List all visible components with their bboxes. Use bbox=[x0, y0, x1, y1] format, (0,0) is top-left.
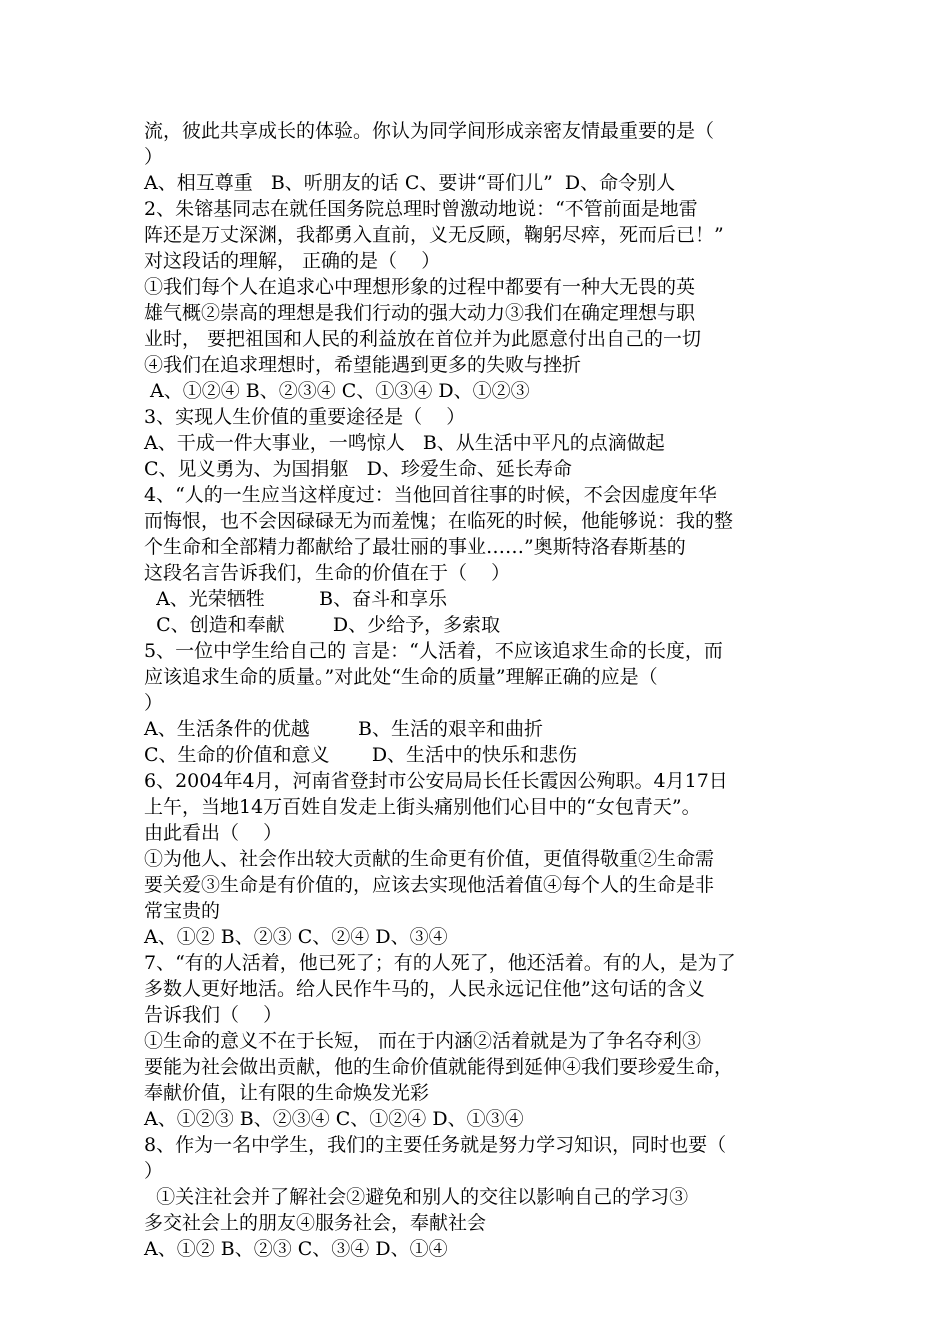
text-line: ） bbox=[144, 1160, 164, 1182]
text-line: 个生命和全部精力都献给了最壮丽的事业……”奥斯特洛春斯基的 bbox=[144, 536, 686, 558]
text-line: 业时， 要把祖国和人民的利益放在首位并为此愿意付出自己的一切 bbox=[144, 328, 702, 350]
text-line: 6、2004年4月，河南省登封市公安局局长任长霞因公殉职。4月17日 bbox=[144, 770, 728, 792]
text-line: C、创造和奉献 D、少给予，多索取 bbox=[144, 614, 501, 636]
text-line: 4、“人的一生应当这样度过：当他回首往事的时候，不会因虚度年华 bbox=[144, 484, 717, 506]
text-line: 8、作为一名中学生，我们的主要任务就是努力学习知识，同时也要（ bbox=[144, 1134, 727, 1156]
text-line: 3、实现人生价值的重要途径是（ ） bbox=[144, 406, 466, 428]
text-line: 对这段话的理解， 正确的是（ ） bbox=[144, 250, 441, 272]
text-line: 而悔恨，也不会因碌碌无为而羞愧；在临死的时候，他能够说：我的整 bbox=[144, 510, 734, 532]
text-line: A、相互尊重 B、听朋友的话 C、要讲“哥们儿” D、命令别人 bbox=[144, 172, 676, 194]
text-line: ①生命的意义不在于长短， 而在于内涵②活着就是为了争名夺利③ bbox=[144, 1030, 702, 1052]
text-line: A、干成一件大事业，一鸣惊人 B、从生活中平凡的点滴做起 bbox=[144, 432, 665, 454]
text-line: 常宝贵的 bbox=[144, 900, 221, 922]
text-line: C、生命的价值和意义 D、生活中的快乐和悲伤 bbox=[144, 744, 578, 766]
text-line: A、生活条件的优越 B、生活的艰辛和曲折 bbox=[144, 718, 544, 740]
text-line: 多数人更好地活。给人民作牛马的，人民永远记住他”这句话的含义 bbox=[144, 978, 705, 1000]
text-line: 应该追求生命的质量。”对此处“生命的质量”理解正确的应是（ bbox=[144, 666, 658, 688]
text-line: ①关注社会并了解社会②避免和别人的交往以影响自己的学习③ bbox=[144, 1186, 689, 1208]
text-line: 流，彼此共享成长的体验。你认为同学间形成亲密友情最重要的是（ bbox=[144, 120, 715, 142]
text-line: A、①② B、②③ C、②④ D、③④ bbox=[144, 926, 448, 948]
text-line: ①为他人、社会作出较大贡献的生命更有价值，更值得敬重②生命需 bbox=[144, 848, 715, 870]
text-line: 上午，当地14万百姓自发走上街头痛别他们心目中的“女包青天”。 bbox=[144, 796, 701, 818]
text-line: A、光荣牺牲 B、奋斗和享乐 bbox=[144, 588, 448, 610]
text-line: 这段名言告诉我们，生命的价值在于（ ） bbox=[144, 562, 511, 584]
text-line: 7、“有的人活着，他已死了；有的人死了，他还活着。有的人，是为了 bbox=[144, 952, 736, 974]
text-line: 要能为社会做出贡献，他的生命价值就能得到延伸④我们要珍爱生命， bbox=[144, 1056, 734, 1078]
text-line: 2、朱镕基同志在就任国务院总理时曾激动地说：“不管前面是地雷 bbox=[144, 198, 698, 220]
text-line: 告诉我们（ ） bbox=[144, 1004, 283, 1026]
text-line: 多交社会上的朋友④服务社会，奉献社会 bbox=[144, 1212, 487, 1234]
text-line: 由此看出（ ） bbox=[144, 822, 283, 844]
text-line: A、①②③ B、②③④ C、①②④ D、①③④ bbox=[144, 1108, 524, 1130]
text-line: A、①②④ B、②③④ C、①③④ D、①②③ bbox=[144, 380, 530, 402]
text-line: 阵还是万丈深渊，我都勇入直前，义无反顾，鞠躬尽瘁，死而后已！” bbox=[144, 224, 724, 246]
document-page bbox=[144, 118, 824, 1262]
text-line: A、①② B、②③ C、③④ D、①④ bbox=[144, 1238, 448, 1260]
text-line: C、见义勇为、为国捐躯 D、珍爱生命、延长寿命 bbox=[144, 458, 572, 480]
text-line: ①我们每个人在追求心中理想形象的过程中都要有一种大无畏的英 bbox=[144, 276, 696, 298]
text-line: 雄气概②崇高的理想是我们行动的强大动力③我们在确定理想与职 bbox=[144, 302, 696, 324]
text-line: ） bbox=[144, 692, 164, 714]
text-line: ） bbox=[144, 146, 164, 168]
text-line: 奉献价值，让有限的生命焕发光彩 bbox=[144, 1082, 430, 1104]
text-line: ④我们在追求理想时，希望能遇到更多的失败与挫折 bbox=[144, 354, 582, 376]
text-line: 要关爱③生命是有价值的，应该去实现他活着值④每个人的生命是非 bbox=[144, 874, 715, 896]
text-line: 5、一位中学生给自己的 言是：“人活着，不应该追求生命的长度，而 bbox=[144, 640, 723, 662]
